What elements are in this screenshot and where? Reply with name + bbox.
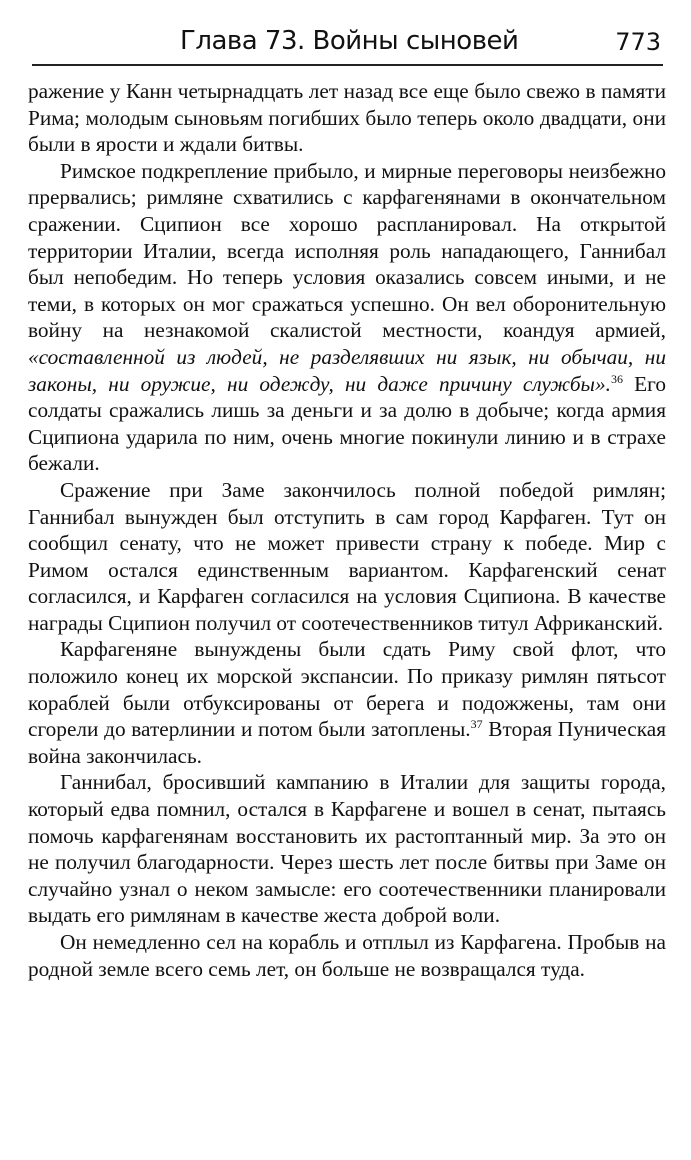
paragraph-2 — [28, 158, 666, 477]
running-head — [32, 20, 663, 66]
paragraph-5 — [28, 769, 666, 929]
paragraph-text: Сражение при Заме закончилось полной победой римлян; Ганнибал вынужден был отступить в сам город Карфаген. Тут он сообщил сенату, что не может привести страну к победе. Мир с Римом остался единственным вариантом. Карфагенский сенат согласился, и Карфаген согласился на условия Сципиона. В качестве награды Сципион получил от соотечественников титул Африканский. — [28, 477, 666, 635]
paragraph-3 — [28, 477, 666, 637]
paragraph-text: Его солдаты сражались лишь за деньги и за долю в добыче; когда армия Сципиона ударила по ним, очень многие покинули линию и в страхе бежали. — [28, 371, 667, 476]
paragraph-4 — [28, 636, 666, 769]
chapter-title: Глава 73. Войны сыновей — [180, 26, 519, 56]
paragraph-text: Он немедленно сел на корабль и отплыл из Карфагена. Пробыв на родной земле всего семь лет, он больше не возвращался туда. — [28, 930, 666, 981]
paragraph-6 — [28, 929, 666, 982]
paragraph-1 — [28, 78, 666, 158]
paragraph-text: Римское подкрепление прибыло, и мирные переговоры неизбежно прервались; римляне схватились с карфагенянами в окончательном сражении. Сципион все хорошо распланировал. На открытой территории Италии, всегда исполняя роль нападающего, Ганнибал был непобедим. Но теперь условия оказались совсем иными, и не теми, в которых он мог сражаться успешно. Он вел оборонительную войну на незнакомой скалистой местности, коандуя армией, — [28, 158, 666, 343]
paragraph-text: Ганнибал, бросивший кампанию в Италии для защиты города, который едва помнил, остался в Карфагене и вошел в сенат, пытаясь помочь карфагенянам восстановить их растоптанный мир. За это он не получил благодарности. Через шесть лет после битвы при Заме он случайно узнал о неком замысле: его соотечественники планировали выдать его римлянам в качестве жеста доброй воли. — [28, 770, 666, 928]
paragraph-text: Карфагеняне вынуждены были сдать Риму свой флот, что положило конец их морской экспансии. По приказу римлян пятьсот кораблей были отбуксированы от берега и подожжены, там они сгорели до ватерлинии и потом были затоплены. — [28, 637, 666, 742]
page-number: 773 — [615, 28, 661, 56]
paragraph-text: Вторая Пуническая война закончилась. — [28, 717, 666, 768]
body-text — [28, 78, 666, 982]
quotation: «составленной из людей, не разделявших ни язык, ни обычаи, ни законы, ни оружие, ни одежду, ни даже причину службы». — [28, 344, 666, 396]
paragraph-text: ражение у Канн четырнадцать лет назад все еще было свежо в памяти Рима; молодым сыновьям погибших было теперь около двадцати, они были в ярости и ждали битвы. — [28, 79, 666, 157]
footnote-marker: 37 — [470, 717, 483, 732]
footnote-marker: 36 — [610, 371, 623, 386]
